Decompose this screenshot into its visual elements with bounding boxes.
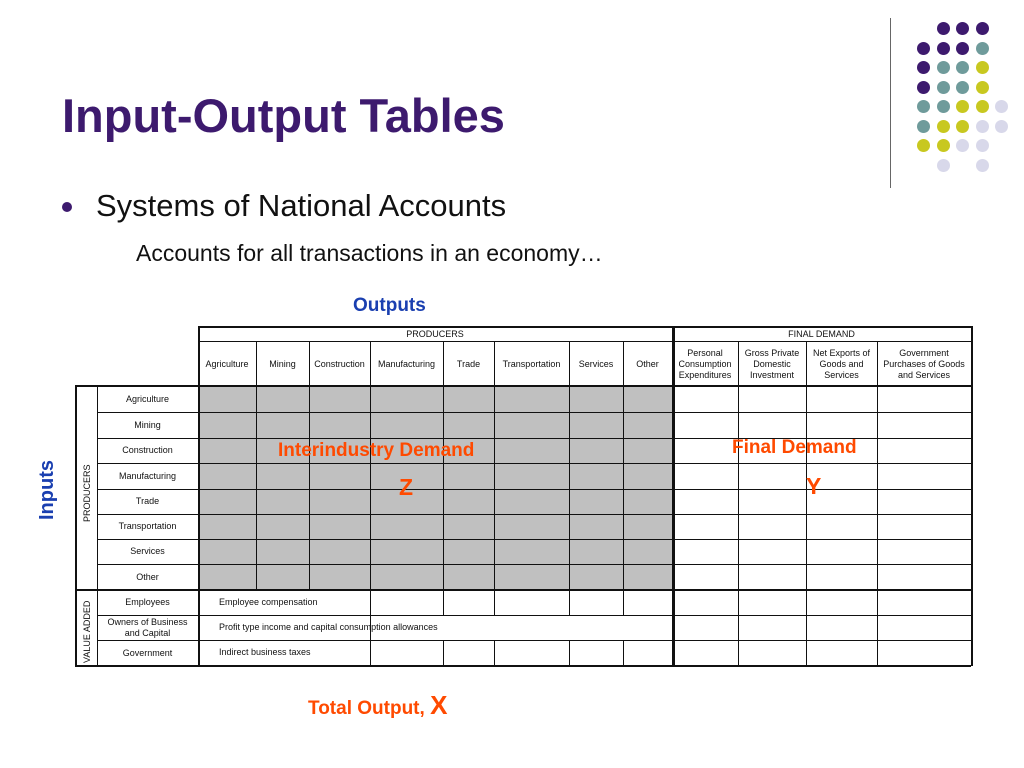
final-demand-column-header-line: Consumption (678, 358, 732, 369)
grid-line (623, 640, 624, 666)
x-label: X (430, 690, 448, 720)
producer-column-header: Construction (314, 358, 365, 369)
final-demand-column-header-line: Personal (687, 347, 723, 358)
grid-line (97, 640, 971, 641)
decorative-dot-icon (976, 61, 989, 74)
decorative-dot-icon (956, 42, 969, 55)
grid-line (75, 665, 971, 667)
decorative-dot-icon (976, 81, 989, 94)
final-demand-column-header-line: Net Exports of (812, 347, 871, 358)
bullet-subtext: Accounts for all transactions in an economy… (136, 240, 603, 266)
final-demand-label: Final Demand (732, 437, 857, 458)
value-added-row-label-line: Owners of Business (107, 616, 188, 627)
final-demand-column-header (806, 343, 877, 385)
decorative-dot-icon (995, 120, 1008, 133)
grid-line (97, 412, 971, 413)
producer-column-header: Mining (269, 358, 296, 369)
final-demand-column-header-line: Government (899, 347, 949, 358)
producer-column-header: Other (636, 358, 659, 369)
grid-line (877, 341, 878, 666)
producer-row-label: Agriculture (125, 394, 170, 404)
slide-title: Input-Output Tables (62, 89, 505, 142)
decorative-dot-icon (937, 42, 950, 55)
outputs-label: Outputs (353, 295, 426, 316)
decorative-dot-icon (995, 100, 1008, 113)
interindustry-demand-label: Interindustry Demand (278, 440, 475, 461)
producer-column-header: Services (578, 358, 614, 369)
final-demand-header: FINAL DEMAND (788, 328, 855, 339)
grid-line (443, 590, 444, 615)
final-demand-column-header-line: Expenditures (678, 369, 732, 380)
y-label: Y (806, 473, 822, 499)
decorative-dot-icon (917, 120, 930, 133)
producer-row-label: Manufacturing (118, 470, 177, 481)
producer-column-header: Agriculture (205, 358, 249, 369)
decorative-dot-icon (956, 22, 969, 35)
final-demand-column-header-line: and Services (897, 369, 951, 380)
final-demand-column-header (877, 343, 971, 385)
decorative-dot-icon (937, 159, 950, 172)
final-demand-column-header-line: Domestic (753, 358, 791, 369)
grid-line (443, 640, 444, 666)
grid-line (97, 463, 971, 464)
grid-line (75, 385, 77, 666)
value-added-row-label-line: and Capital (124, 627, 171, 638)
decorative-dot-icon (956, 81, 969, 94)
decorative-dot-icon (976, 22, 989, 35)
final-demand-column-header (738, 343, 806, 385)
grid-line (97, 564, 971, 565)
decorative-dot-icon (956, 139, 969, 152)
value-added-row-label-line: Employees (125, 597, 170, 607)
value-added-row-desc: Profit type income and capital consumption allowances (219, 622, 438, 632)
producer-column-header: Transportation (502, 358, 561, 369)
grid-line (494, 590, 495, 615)
decorative-dot-icon (917, 42, 930, 55)
final-demand-column-header-line: Gross Private (744, 347, 800, 358)
grid-line (75, 385, 971, 387)
inputs-label: Inputs (36, 460, 58, 520)
producer-row-label: Other (136, 571, 159, 582)
decorative-dot-icon (937, 120, 950, 133)
producer-row-label: Construction (122, 445, 173, 455)
decorative-dot-icon (937, 22, 950, 35)
value-added-row-desc: Indirect business taxes (219, 647, 311, 657)
value-added-row-desc: Employee compensation (219, 597, 318, 607)
decorative-dot-icon (917, 81, 930, 94)
grid-line (97, 615, 971, 616)
grid-line (198, 341, 971, 342)
grid-line (806, 341, 807, 666)
grid-line (494, 640, 495, 666)
z-label: Z (399, 474, 414, 500)
grid-line (971, 326, 973, 666)
decorative-dot-icon (976, 100, 989, 113)
grid-line (97, 489, 971, 490)
decorative-dot-icon (937, 81, 950, 94)
grid-line (97, 514, 971, 515)
total-output-label (308, 690, 447, 721)
final-demand-column-header-line: Purchases of Goods (883, 358, 965, 369)
value-added-row-label (97, 615, 198, 640)
value-added-row-group: VALUE ADDED (82, 600, 92, 663)
producer-column-header: Manufacturing (377, 358, 436, 369)
decorative-dot-icon (917, 61, 930, 74)
value-added-row-label-line: Government (122, 647, 173, 658)
final-demand-column-header-line: Services (824, 369, 859, 380)
decorative-dot-icon (976, 42, 989, 55)
value-added-row-label (97, 640, 198, 666)
total-output-text: Total Output, (308, 698, 425, 719)
decorative-dot-icon (917, 139, 930, 152)
decorative-dot-icon (937, 61, 950, 74)
producer-column-header: Trade (456, 358, 481, 369)
decorative-dot-icon (976, 159, 989, 172)
decorative-dot-icon (937, 100, 950, 113)
value-added-row-label (97, 590, 198, 615)
final-demand-column-header-line: Goods and (819, 358, 864, 369)
producers-row-group: PRODUCERS (82, 464, 92, 522)
grid-line (738, 341, 739, 666)
grid-line (569, 590, 570, 615)
decorative-dot-icon (956, 120, 969, 133)
final-demand-column-header (672, 343, 738, 385)
bullet-text: Systems of National Accounts (96, 188, 507, 223)
producer-row-label: Transportation (118, 521, 177, 531)
decorative-dot-icon (937, 139, 950, 152)
grid-line (97, 539, 971, 540)
grid-line (623, 590, 624, 615)
final-demand-column-header-line: Investment (749, 369, 795, 380)
grid-line (569, 640, 570, 666)
producer-row-label: Services (130, 546, 165, 556)
decorative-divider (890, 18, 891, 188)
grid-line (75, 589, 971, 591)
decorative-dot-icon (956, 61, 969, 74)
decorative-dot-icon (976, 120, 989, 133)
decorative-dot-icon (956, 100, 969, 113)
bullet-dot-icon (62, 202, 72, 212)
producer-row-label: Trade (135, 496, 160, 506)
decorative-dot-icon (917, 100, 930, 113)
producers-header: PRODUCERS (406, 328, 464, 339)
producer-row-label: Mining (134, 419, 161, 430)
decorative-dot-icon (976, 139, 989, 152)
